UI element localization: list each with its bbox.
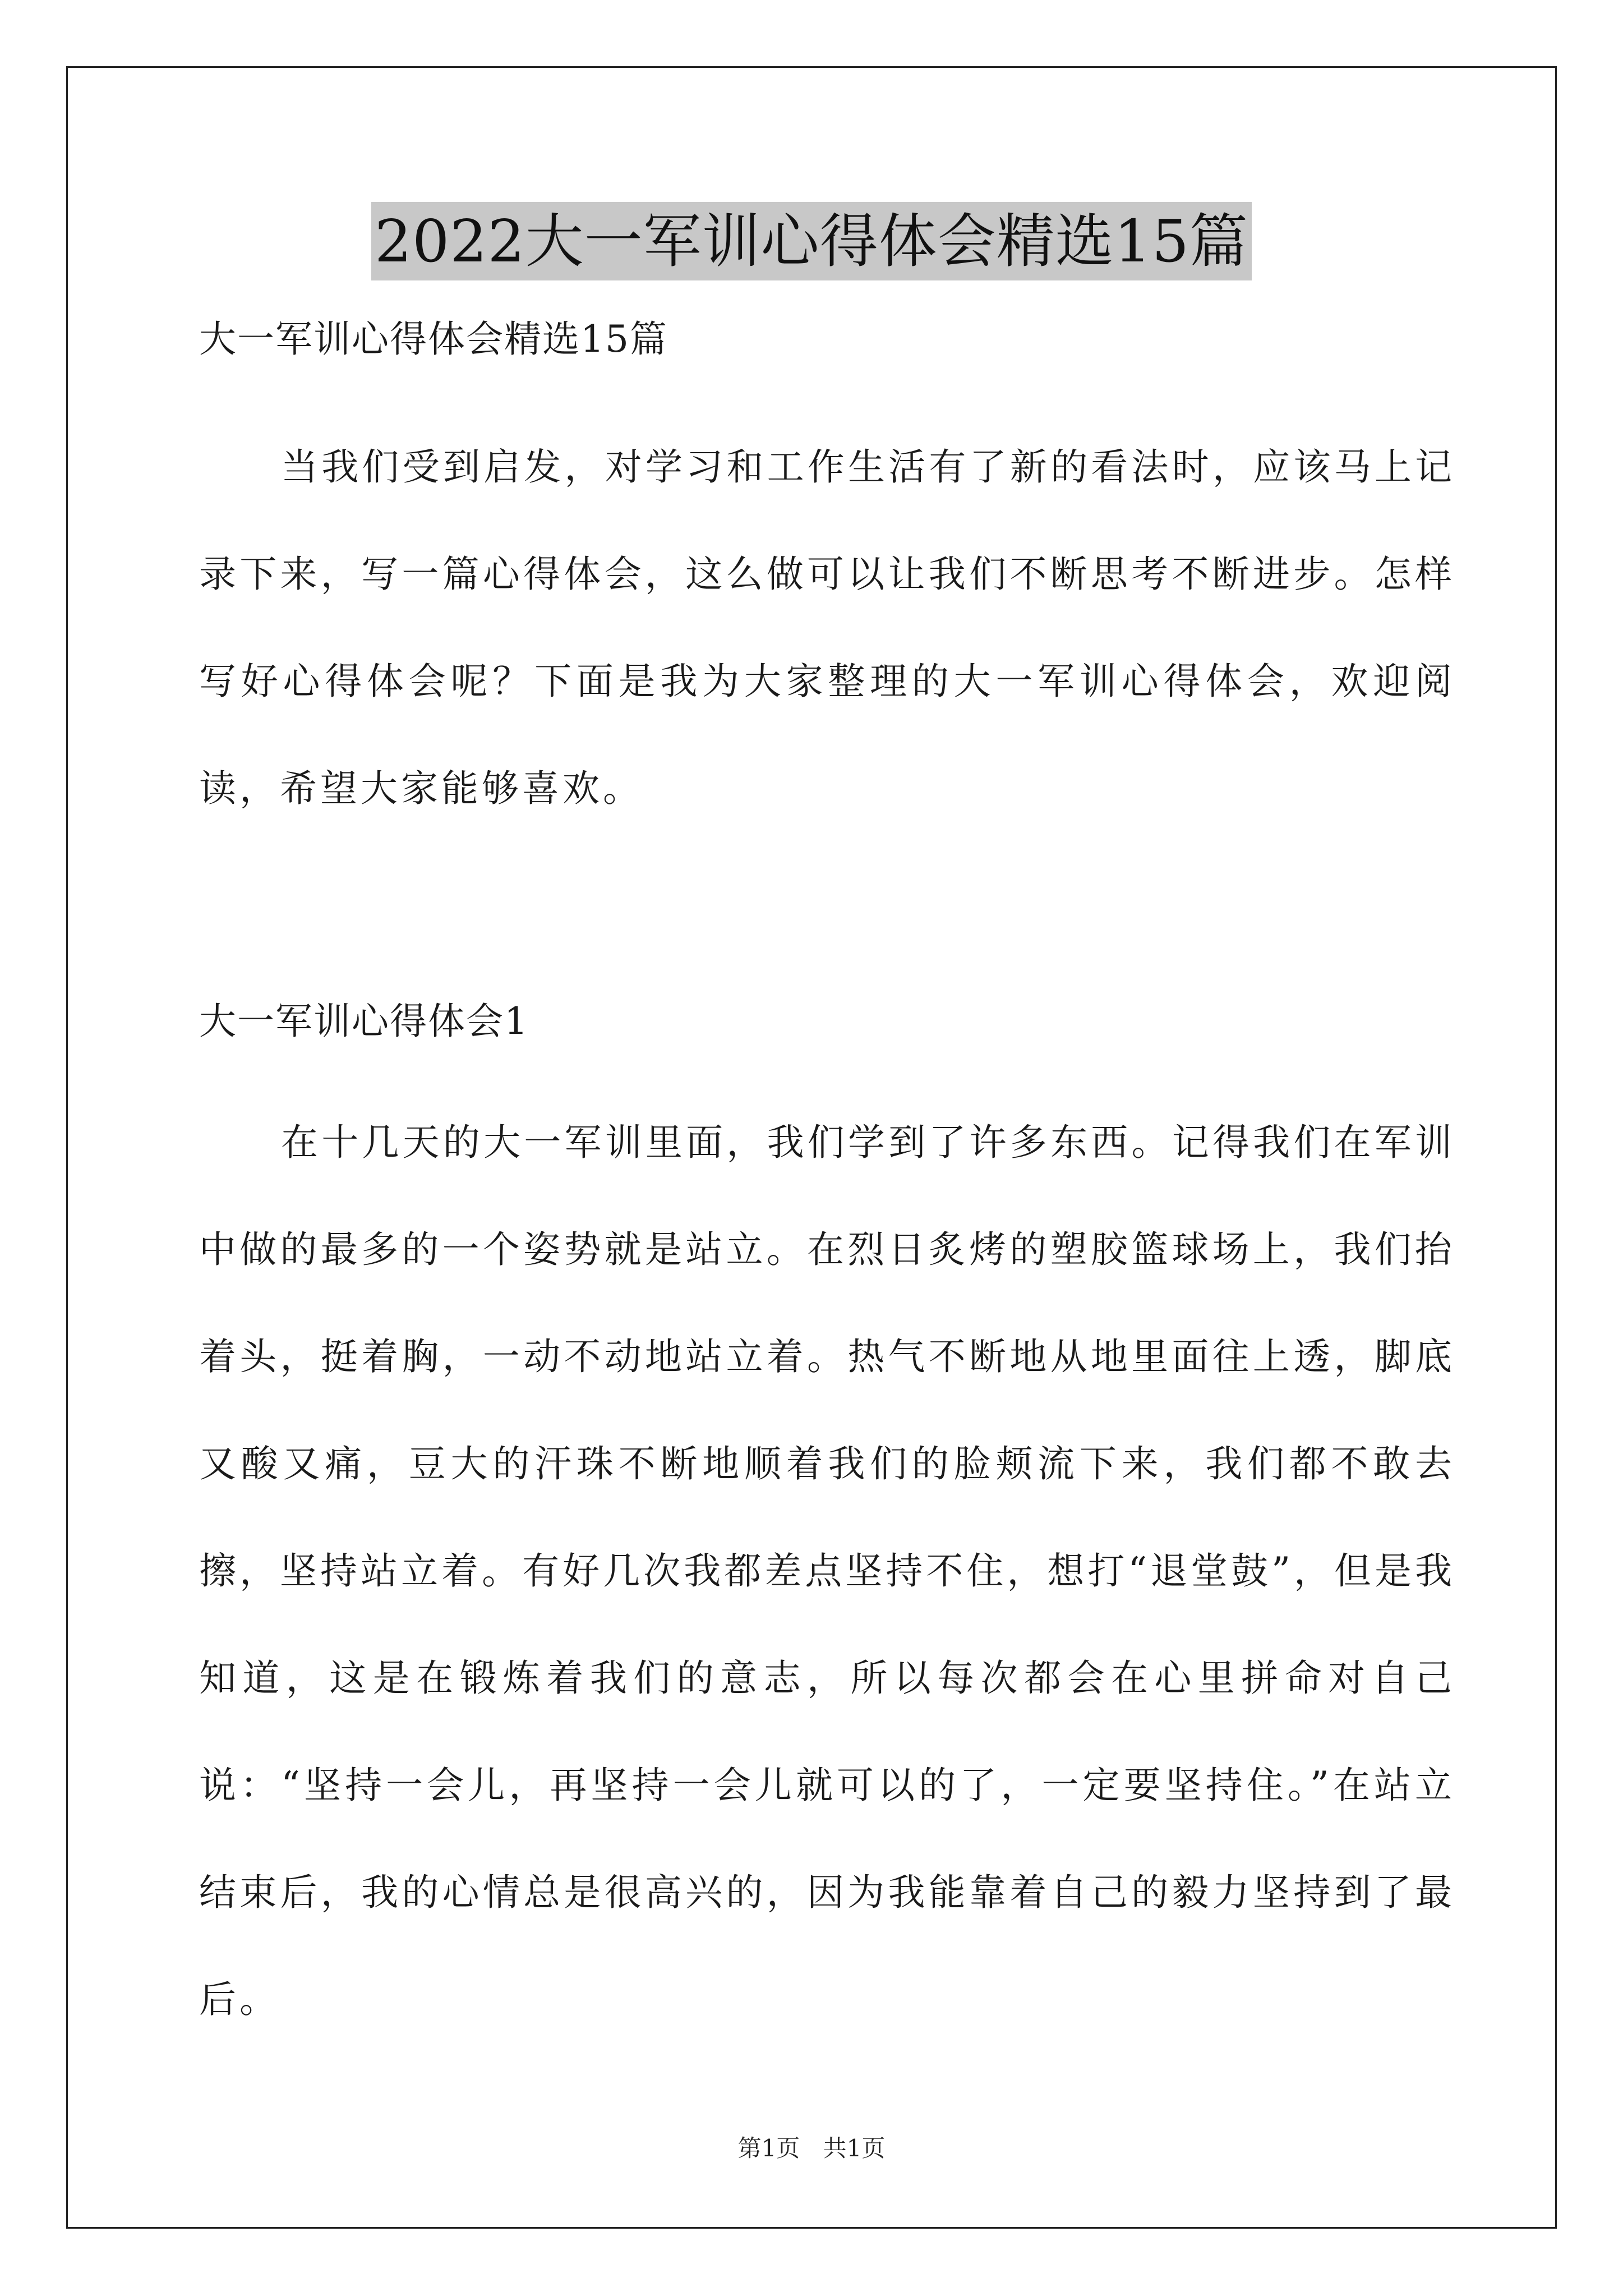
intro-paragraph: 当我们受到启发，对学习和工作生活有了新的看法时，应该马上记录下来，写一篇心得体会，这么做可以让我们不断思考不断进步。怎样写好心得体会呢？下面是我为大家整理的大一军训心得体会，欢迎阅读，希望大家能够喜欢。	[199, 445, 1455, 810]
page-footer	[0, 2132, 1623, 2165]
section-body-1: 在十几天的大一军训里面，我们学到了许多东西。记得我们在军训中做的最多的一个姿势就是站立。在烈日炙烤的塑胶篮球场上，我们抬着头，挺着胸，一动不动地站立着。热气不断地从地里面往上透，脚底又酸又痛，豆大的汗珠不断地顺着我们的脸颊流下来，我们都不敢去擦，坚持站立着。有好几次我都差点坚持不住，想打“退堂鼓”，但是我知道，这是在锻炼着我们的意志，所以每次都会在心里拼命对自己说：“坚持一会儿，再坚持一会儿就可以的了，一定要坚持住。”在站立结束后，我的心情总是很高兴的，因为我能靠着自己的毅力坚持到了最后。	[199, 1121, 1455, 2021]
section-heading-1: 大一军训心得体会1	[199, 1000, 529, 1043]
page-number: 第1页	[737, 2134, 800, 2162]
title-block	[0, 202, 1623, 280]
document-title: 2022大一军训心得体会精选15篇	[371, 202, 1252, 280]
document-body	[199, 311, 1455, 2053]
page-total: 共1页	[823, 2134, 886, 2162]
document-subtitle: 大一军训心得体会精选15篇	[199, 318, 668, 361]
